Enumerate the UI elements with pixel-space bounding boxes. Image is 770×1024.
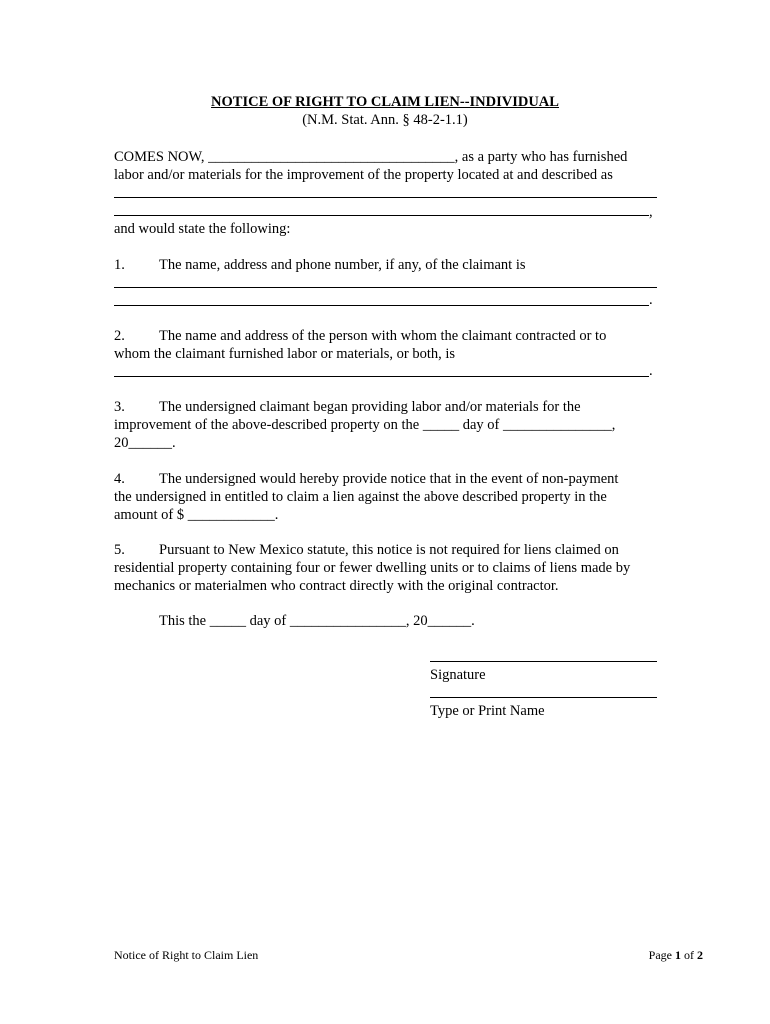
intro-line-4: and would state the following: (114, 221, 291, 237)
signature-label: Signature (430, 667, 486, 683)
section-2-line-2: whom the claimant furnished labor or materials, or both, is (114, 346, 456, 362)
section-3 (114, 398, 581, 416)
document-title: NOTICE OF RIGHT TO CLAIM LIEN--INDIVIDUAL (211, 94, 559, 110)
print-name-line[interactable] (430, 697, 657, 698)
statute-citation: (N.M. Stat. Ann. § 48-2-1.1) (302, 112, 468, 128)
page-prefix: Page (648, 948, 675, 962)
section-4-line-3: amount of $ ____________. (114, 507, 279, 523)
section-5-number: 5. (114, 542, 125, 558)
section-1-number: 1. (114, 257, 125, 273)
section-3-line-3: 20______. (114, 435, 176, 451)
page-mid: of (681, 948, 697, 962)
section-5-line-3: mechanics or materialmen who contract directly with the original contractor. (114, 578, 559, 594)
claimant-info-line-2[interactable] (114, 305, 649, 306)
intro-line-2: labor and/or materials for the improvement of the property located at and described as (114, 167, 613, 183)
section-4-line-2: the undersigned in entitled to claim a lien against the above described property in the (114, 489, 607, 505)
section-4 (114, 470, 618, 488)
footer-title: Notice of Right to Claim Lien (114, 948, 259, 962)
section-4-text: The undersigned would hereby provide notice that in the event of non-payment (159, 471, 619, 487)
dated-line: This the _____ day of ________________, 20______. (159, 613, 475, 629)
section-4-number: 4. (114, 471, 125, 487)
print-name-label: Type or Print Name (430, 703, 545, 719)
intro-comma: , (649, 204, 653, 220)
current-page: 1 (675, 948, 681, 962)
section-5-line-2: residential property containing four or fewer dwelling units or to claims of liens made by (114, 560, 631, 576)
footer-page-number (649, 948, 703, 963)
section-1-end: . (649, 292, 653, 308)
section-3-line-2: improvement of the above-described property on the _____ day of _______________, (114, 417, 616, 433)
property-description-line-1[interactable] (114, 197, 657, 198)
section-5 (114, 541, 619, 559)
intro-line-1: COMES NOW, __________________________________, as a party who has furnished (114, 149, 628, 165)
claimant-info-line-1[interactable] (114, 287, 657, 288)
section-3-number: 3. (114, 399, 125, 415)
section-2-number: 2. (114, 328, 125, 344)
section-2-text: The name and address of the person with whom the claimant contracted or to (159, 328, 607, 344)
total-pages: 2 (697, 948, 703, 962)
section-2 (114, 327, 606, 345)
section-5-text: Pursuant to New Mexico statute, this notice is not required for liens claimed on (159, 542, 619, 558)
section-2-end: . (649, 363, 653, 379)
signature-line[interactable] (430, 661, 657, 662)
section-1-text: The name, address and phone number, if any, of the claimant is (159, 257, 526, 273)
section-1 (114, 256, 526, 274)
property-description-line-2[interactable] (114, 215, 649, 216)
section-3-text: The undersigned claimant began providing labor and/or materials for the (159, 399, 581, 415)
contracting-party-line[interactable] (114, 376, 649, 377)
